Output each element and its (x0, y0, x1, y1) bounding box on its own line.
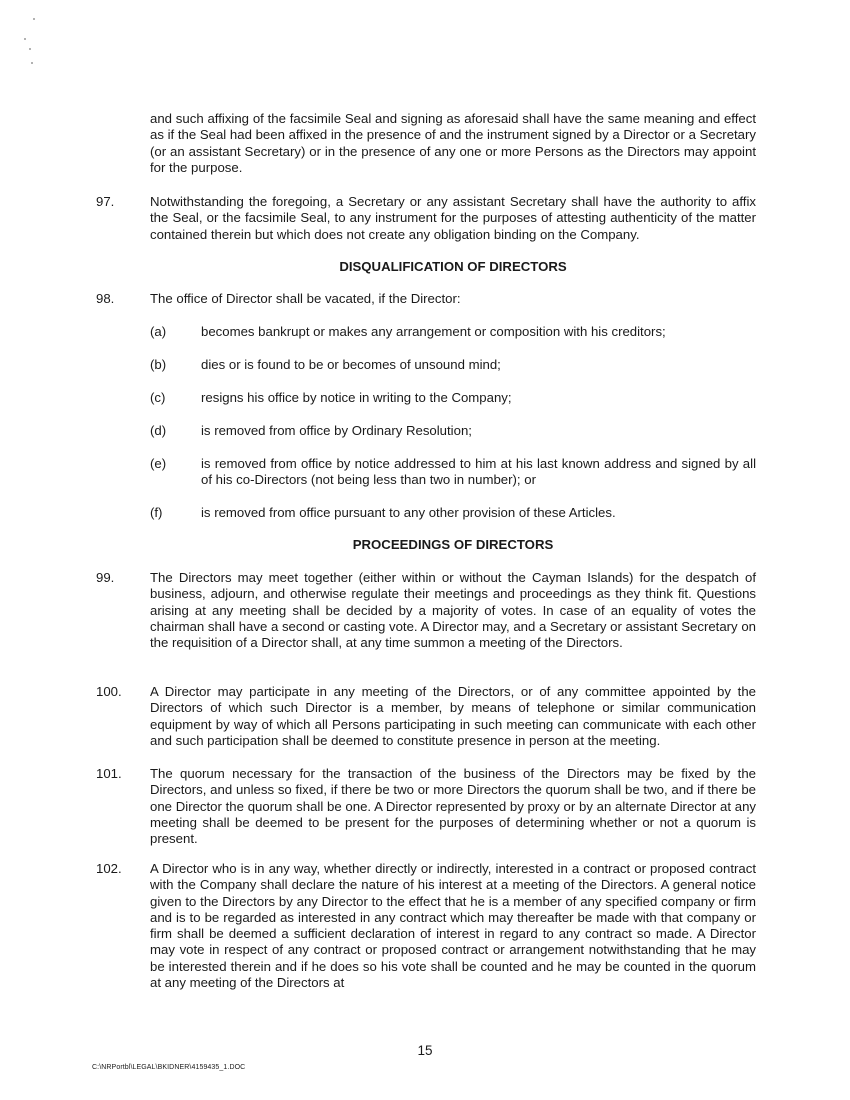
article-102-number: 102. (96, 861, 122, 876)
heading-disqualification: DISQUALIFICATION OF DIRECTORS (339, 259, 567, 274)
item-f-text: is removed from office pursuant to any other provision of these Articles. (201, 505, 616, 520)
item-f-label: (f) (150, 505, 163, 520)
item-e-label: (e) (150, 456, 167, 471)
item-c-label: (c) (150, 390, 166, 405)
article-99-number: 99. (96, 570, 115, 585)
article-99-text: The Directors may meet together (either within or without the Cayman Islands) for the despatch of business, adjourn, and otherwise regulate their meetings and proceedings as they think fit. Questions arising at any meeting shall be decided by a majority of votes. In case of an equality of votes the chairman shall have a second or casting vote. A Director may, and a Secretary or assistant Secretary on the requisition of a Director shall, at any time summon a meeting of the Directors. (150, 570, 756, 651)
item-a-text: becomes bankrupt or makes any arrangement or composition with his creditors; (201, 324, 666, 339)
heading-proceedings: PROCEEDINGS OF DIRECTORS (352, 537, 554, 552)
article-98-number: 98. (96, 291, 115, 306)
article-102-text: A Director who is in any way, whether directly or indirectly, interested in a contract or proposed contract with the Company shall declare the nature of his interest at a meeting of the Directors. A general notice given to the Directors by any Director to the effect that he is a member of any specified company or firm and is to be regarded as interested in any contract which may thereafter be made with that company or firm shall be deemed a sufficient declaration of interest in regard to any contract so made. A Director may vote in respect of any contract or proposed contract or arrangement notwithstanding that he may be interested therein and if he does so his vote shall be counted and he may be counted in the quorum at any meeting of the Directors at (150, 861, 756, 991)
continuation-paragraph: and such affixing of the facsimile Seal and signing as aforesaid shall have the same meaning and effect as if the Seal had been affixed in the presence of and the instrument signed by a Director or a Secretary (or an assistant Secretary) or in the presence of any one or more Persons as the Directors may appoint for the purpose. (150, 111, 757, 175)
page-number: 15 (417, 1043, 433, 1058)
scan-speck (33, 18, 35, 20)
item-b-label: (b) (150, 357, 167, 372)
scan-speck (24, 38, 26, 40)
article-101-text: The quorum necessary for the transaction of the business of the Directors may be fixed by the Directors, and unless so fixed, if there be two or more Directors the quorum shall be two, and if there be one Director the quorum shall be one. A Director represented by proxy or by an alternate Director at any meeting shall be deemed to be present for the purposes of determining whether or not a quorum is present. (150, 766, 756, 847)
item-c-text: resigns his office by notice in writing to the Company; (201, 390, 512, 405)
article-98-text: The office of Director shall be vacated, if the Director: (150, 291, 461, 306)
article-97-number: 97. (96, 194, 115, 209)
item-e-text: is removed from office by notice addressed to him at his last known address and signed by all of his co-Directors (not being less than two in number); or (201, 456, 756, 488)
scan-speck (31, 62, 33, 64)
item-d-label: (d) (150, 423, 167, 438)
article-101-number: 101. (96, 766, 122, 781)
scan-speck (29, 48, 31, 50)
item-b-text: dies or is found to be or becomes of unsound mind; (201, 357, 501, 372)
item-d-text: is removed from office by Ordinary Resolution; (201, 423, 472, 438)
article-100-number: 100. (96, 684, 122, 699)
item-a-label: (a) (150, 324, 167, 339)
article-100-text: A Director may participate in any meeting of the Directors, or of any committee appointed by the Directors of which such Director is a member, by means of telephone or similar communication equipment by way of which all Persons participating in such meeting can communicate with each other and such participation shall be deemed to constitute presence in person at the meeting. (150, 684, 756, 748)
footer-file-path: C:\NRPortbl\LEGAL\BKIDNER\4159435_1.DOC (92, 1064, 246, 1071)
article-97-text: Notwithstanding the foregoing, a Secretary or any assistant Secretary shall have the authority to affix the Seal, or the facsimile Seal, to any instrument for the purposes of attesting authenticity of the matter contained therein but which does not create any obligation binding on the Company. (150, 194, 756, 242)
